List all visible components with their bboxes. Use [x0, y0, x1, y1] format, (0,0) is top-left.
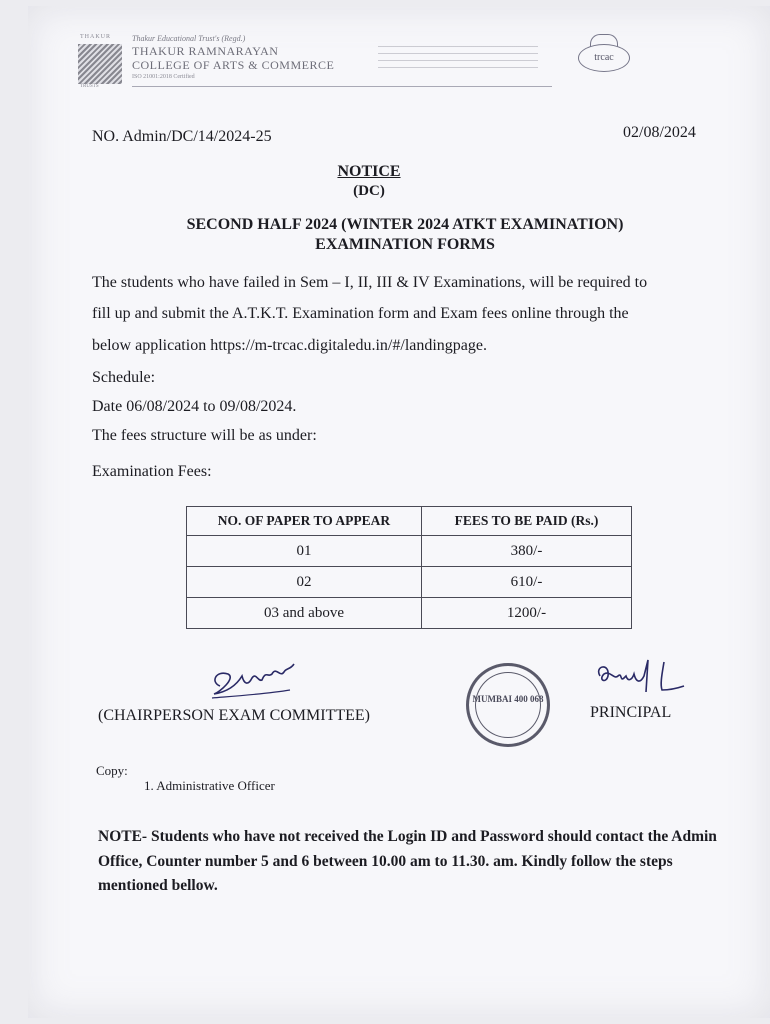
- copy-label: Copy:: [96, 763, 128, 778]
- trust-tagline: Thakur Educational Trust's (Regd.): [132, 34, 246, 43]
- notice-heading-line2: EXAMINATION FORMS: [315, 236, 495, 253]
- table-row: [187, 598, 632, 629]
- notice-heading-line1: SECOND HALF 2024 (WINTER 2024 ATKT EXAMINATION): [186, 216, 624, 233]
- reference-number: NO. Admin/DC/14/2024-25: [92, 128, 272, 145]
- letterhead-divider: [132, 86, 552, 87]
- chairperson-signature: [206, 656, 298, 702]
- trust-logo-icon: [78, 44, 122, 84]
- college-name-line2: COLLEGE OF ARTS & COMMERCE: [132, 58, 335, 72]
- fees-table-header-row: [187, 507, 632, 536]
- trust-logo-sub: TRUSTS: [80, 84, 99, 89]
- column-header-papers: NO. OF PAPER TO APPEAR: [187, 507, 422, 536]
- table-cell-fees: 1200/-: [422, 598, 632, 629]
- table-cell-fees: 380/-: [422, 536, 632, 567]
- principal-title: PRINCIPAL: [590, 704, 672, 721]
- table-row: [187, 536, 632, 567]
- table-cell-papers: 01: [187, 536, 422, 567]
- body-line-3-with-link: below application https://m-trcac.digitaledu.in/#/landingpage.: [92, 337, 488, 354]
- principal-signature: [592, 656, 688, 698]
- college-seal: [466, 663, 550, 747]
- table-cell-fees: 610/-: [422, 567, 632, 598]
- fees-intro: The fees structure will be as under:: [92, 427, 317, 444]
- body-line-1: The students who have failed in Sem – I, II, III & IV Examinations, will be required to: [92, 274, 648, 291]
- copy-list-item: 1. Administrative Officer: [144, 778, 275, 793]
- column-header-fees: FEES TO BE PAID (Rs.): [422, 507, 632, 536]
- notice-date: 02/08/2024: [623, 124, 696, 141]
- chairperson-title: (CHAIRPERSON EXAM COMMITTEE): [98, 707, 370, 724]
- trust-logo-tag: THAKUR: [80, 34, 111, 40]
- table-cell-papers: 03 and above: [187, 598, 422, 629]
- notice-subtitle: (DC): [353, 183, 385, 199]
- college-address-block: [378, 44, 538, 74]
- notice-title: NOTICE: [337, 163, 401, 180]
- body-line-2: fill up and submit the A.T.K.T. Examination form and Exam fees online through the: [92, 305, 629, 322]
- schedule-label: Schedule:: [92, 369, 156, 386]
- trcac-logo: trcac: [578, 44, 630, 72]
- schedule-date-range: Date 06/08/2024 to 09/08/2024.: [92, 398, 297, 415]
- letterhead: [78, 34, 678, 90]
- table-cell-papers: 02: [187, 567, 422, 598]
- exam-fees-label: Examination Fees:: [92, 463, 212, 480]
- seal-text: MUMBAI 400 068: [472, 694, 544, 704]
- table-row: [187, 567, 632, 598]
- note-paragraph: NOTE- Students who have not received the Login ID and Password should contact the Admin Office, Counter number 5 and 6 between 10.00 am to 11.30. am. Kindly follow the steps mentioned bellow.: [98, 828, 717, 894]
- college-name-line1: THAKUR RAMNARAYAN: [132, 44, 279, 58]
- iso-certification: ISO 21001:2018 Certified: [132, 74, 195, 80]
- fees-table: [186, 506, 632, 629]
